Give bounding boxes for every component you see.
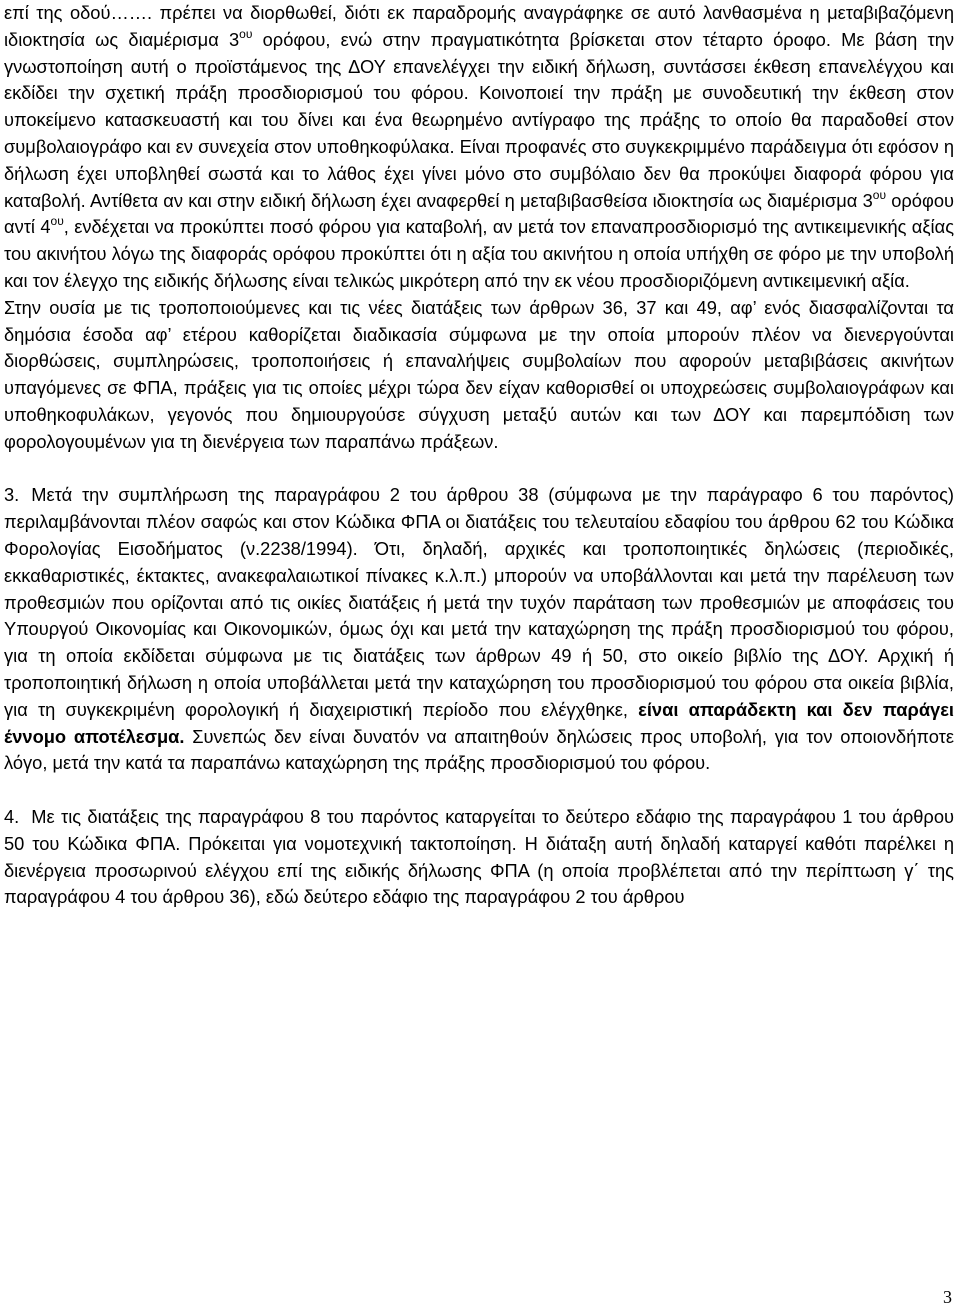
document-page	[4, 0, 954, 911]
ordinal-suffix: ου	[50, 214, 64, 229]
ordinal-suffix: ου	[872, 187, 887, 202]
paragraph-3-bold-text: είναι απαράδεκτη και δεν παράγει έννομο αποτέλεσμα.	[4, 698, 954, 747]
paragraph-2: Στην ουσία με τις τροποποιούμενες και τις νέες διατάξεις των άρθρων 36, 37 και 49, αφ’ ενός διασφαλίζονται τα δημόσια έσοδα αφ’ ετέρου καθορίζεται διαδικασία σύμφωνα με την οποία μπορούν πλέον να διενεργούνται διορθώσεις, συμπληρώσεις, τροποποιήσεις ή επαναλήψεις συμβολαίων που αφορούν μεταβιβάσεις ακινήτων υπαγόμενες σε ΦΠΑ, πράξεις για τις οποίες μέχρι τώρα δεν είχαν καθορισθεί οι υποχρεώσεις συμβολαιογράφων και υποθηκοφυλάκων, γεγονός που δημιουργούσε σύγχυση μεταξύ αυτών και των ΔΟΥ και παρεμπόδιση των φορολογουμένων για τη διενέργεια των παραπάνω πράξεων.	[4, 296, 954, 452]
paragraph-1	[4, 0, 954, 295]
paragraph-4-number: 4.	[4, 805, 20, 827]
paragraph-1-text-4: , ενδέχεται να προκύπτει ποσό φόρου για καταβολή, αν μετά τον επαναπροσδιορισμό της αντικειμενικής αξίας του ακινήτου λόγω της διαφοράς ορόφου προκύπτει ότι η αξία του ακινήτου η οποία υπήχθη σε φόρο με την υποβολή και τον έλεγχο της ειδικής δήλωσης είναι τελικώς μικρότερη από την εκ νέου προσδιοριζόμενη αντικειμενική αξία.	[4, 216, 954, 291]
paragraph-4-text-1: Με τις διατάξεις της παραγράφου 8 του παρόντος καταργείται το δεύτερο εδάφιο της παραγράφου 1 του άρθρου 50 του Κώδικα ΦΠΑ. Πρόκειται για νομοτεχνική τακτοποίηση. Η διάταξη αυτή δηλαδή καταργεί καθότι παρέλκει η διενέργεια προσωρινού ελέγχου επί της ειδικής δήλωσης ΦΠΑ (η οποία προβλέπεται από την περίπτωση γ΄ της παραγράφου 4 του άρθρου 36), εδώ δεύτερο εδάφιο της παραγράφου 2 του άρθρου	[4, 805, 954, 908]
ordinal-suffix: ου	[239, 26, 253, 41]
paragraph-3-text-1: Μετά την συμπλήρωση της παραγράφου 2 του άρθρου 38 (σύμφωνα με την παράγραφο 6 του παρόντος) περιλαμβάνονται πλέον σαφώς και στον Κώδικα ΦΠΑ οι διατάξεις του τελευταίου εδαφίου του άρθρου 62 του Κώδικα Φορολογίας Εισοδήματος (ν.2238/1994). Ότι, δηλαδή, αρχικές και τροποποιητικές δηλώσεις (περιοδικές, εκκαθαριστικές, έκτακτες, ανακεφαλαιωτικοί πίνακες κ.λ.π.) μπορούν να υποβάλλονται και μετά την παρέλευση των προθεσμιών που ορίζονται από τις οικίες διατάξεις ή μετά την τυχόν παράταση των προθεσμιών με αποφάσεις του Υπουργού Οικονομίας και Οικονομικών, όμως όχι και μετά την καταχώρηση της πράξη προσδιορισμού του φόρου, για τη οποία εκδίδεται σύμφωνα με τις διατάξεις των άρθρων 49 ή 50, στο οικείο βιβλίο της ΔΟΥ. Αρχική ή τροποποιητική δήλωση η οποία υποβάλλεται μετά την καταχώρηση του προσδιορισμού του φόρου στα οικεία βιβλία, για τη συγκεκριμένη φορολογική ή διαχειριστική περίοδο που ελέγχθηκε,	[4, 484, 954, 720]
paragraph-4	[4, 804, 954, 911]
paragraph-3-number: 3.	[4, 484, 20, 506]
paragraph-3-text-2: Συνεπώς δεν είναι δυνατόν να απαιτηθούν δηλώσεις προς υποβολή, για τον οποιονδήποτε λόγο, μετά την κατά τα παραπάνω καταχώρηση της πράξης προσδιορισμού του φόρου.	[4, 725, 954, 774]
paragraph-1-text-2: ορόφου, ενώ στην πραγματικότητα βρίσκεται στον τέταρτο όροφο. Με βάση την γνωστοποίηση αυτή ο προϊστάμενος της ΔΟΥ επανελέγχει την ειδική δήλωση, συντάσσει έκθεση επανελέγχου και εκδίδει την σχετική πράξη προσδιορισμού του φόρου. Κοινοποιεί την πράξη με συνοδευτική την έκθεση στον υποκείμενο κατασκευαστή και του δίνει και ένα θεωρημένο αντίγραφο της πράξης το οποίο θα παραδοθεί στον συμβολαιογράφο και εν συνεχεία στον υποθηκοφύλακα. Είναι προφανές στο συγκεκριμμένο παράδειγμα ότι εφόσον η δήλωση έχει υποβληθεί σωστά και το λάθος έχει γίνει μόνο στο συμβόλαιο δεν θα προκύψει διαφορά φόρου για καταβολή. Αντίθετα αν και στην ειδική δήλωση έχει αναφερθεί η μεταβιβασθείσα ιδιοκτησία ως διαμέρισμα 3	[4, 28, 955, 211]
paragraph-3	[4, 482, 954, 777]
paragraph-1-text-3: ορόφου αντί 4	[4, 189, 954, 238]
paragraph-1-text-1: επί της οδού……. πρέπει να διορθωθεί, διότι εκ παραδρομής αναγράφηκε σε αυτό λανθασμένα η μεταβιβαζόμενη ιδιοκτησία ως διαμέρισμα 3	[4, 2, 954, 50]
page-number: 3	[943, 1287, 952, 1307]
